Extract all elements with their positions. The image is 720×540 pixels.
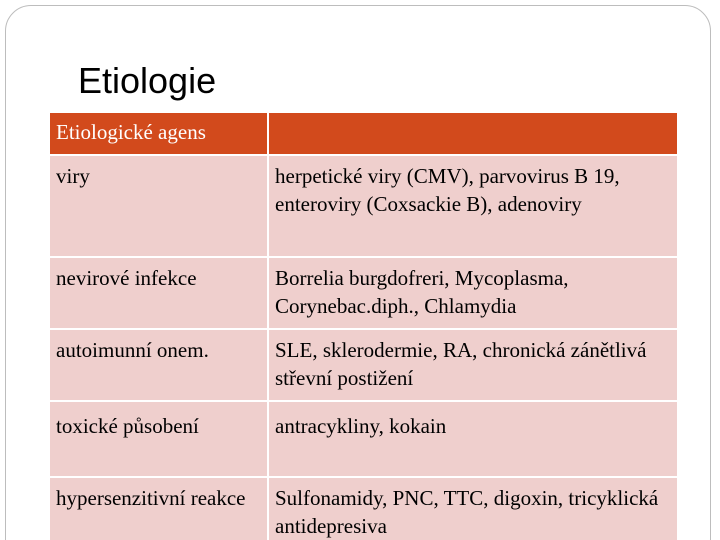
header-examples <box>268 112 678 155</box>
examples-cell: herpetické viry (CMV), parvovirus B 19, enteroviry (Coxsackie B), adenoviry <box>268 155 678 257</box>
agent-cell: viry <box>49 155 268 257</box>
header-agent: Etiologické agens <box>49 112 268 155</box>
table-header-row <box>49 112 678 155</box>
agent-cell: nevirové infekce <box>49 257 268 329</box>
table-row <box>49 401 678 477</box>
table-row <box>49 155 678 257</box>
slide-title: Etiologie <box>78 60 217 101</box>
examples-cell: SLE, sklerodermie, RA, chronická zánětlivá střevní postižení <box>268 329 678 401</box>
examples-cell: Sulfonamidy, PNC, TTC, digoxin, tricyklická antidepresiva <box>268 477 678 540</box>
table-row <box>49 329 678 401</box>
agent-cell: toxické působení <box>49 401 268 477</box>
table-row <box>49 477 678 540</box>
examples-cell: antracykliny, kokain <box>268 401 678 477</box>
agent-cell: hypersenzitivní reakce <box>49 477 268 540</box>
etiology-table <box>48 111 679 540</box>
agent-cell: autoimunní onem. <box>49 329 268 401</box>
examples-cell: Borrelia burgdofreri, Mycoplasma, Corynebac.diph., Chlamydia <box>268 257 678 329</box>
table-row <box>49 257 678 329</box>
